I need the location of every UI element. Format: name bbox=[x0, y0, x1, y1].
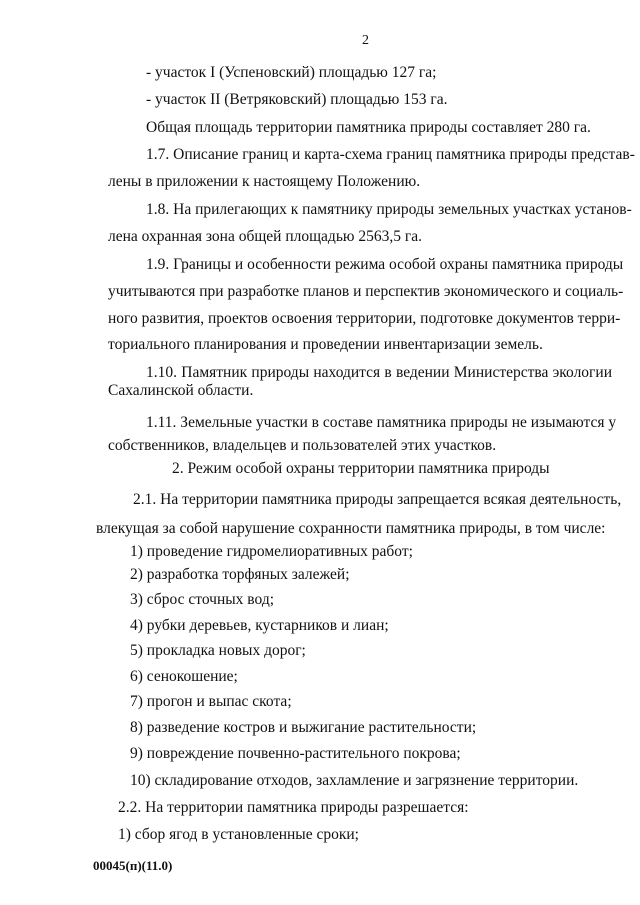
paragraph-line: 1.10. Памятник природы находится в ведении Министерства экологии bbox=[146, 364, 612, 381]
paragraph-line: лена охранная зона общей площадью 2563,5 га. bbox=[108, 228, 422, 245]
list-item: 1) проведение гидромелиоративных работ; bbox=[130, 543, 413, 560]
paragraph-line: ториального планирования и проведении инвентаризации земель. bbox=[108, 336, 543, 353]
paragraph-line: 1.8. На прилегающих к памятнику природы земельных участках установ- bbox=[146, 201, 632, 218]
page-number: 2 bbox=[362, 33, 369, 48]
list-item: 8) разведение костров и выжигание растительности; bbox=[130, 719, 477, 736]
paragraph-line: лены в приложении к настоящему Положению. bbox=[108, 173, 421, 190]
paragraph-line: 1.7. Описание границ и карта-схема границ памятника природы представ- bbox=[146, 146, 635, 163]
section-heading: 2. Режим особой охраны территории памятника природы bbox=[172, 460, 550, 477]
document-code: 00045(п)(11.0) bbox=[93, 858, 173, 873]
paragraph-line: учитываются при разработке планов и перспектив экономического и социаль- bbox=[108, 283, 624, 300]
paragraph-line: 1.9. Границы и особенности режима особой охраны памятника природы bbox=[146, 256, 624, 273]
list-item: 1) сбор ягод в установленные сроки; bbox=[118, 826, 359, 843]
list-item: 2) разработка торфяных залежей; bbox=[130, 566, 350, 583]
paragraph-line: собственников, владельцев и пользователей этих участков. bbox=[108, 437, 497, 454]
paragraph-line: 2.2. На территории памятника природы разрешается: bbox=[118, 799, 469, 816]
paragraph-line: 1.11. Земельные участки в составе памятника природы не изымаются у bbox=[146, 414, 617, 431]
list-item: 7) прогон и выпас скота; bbox=[130, 693, 292, 710]
paragraph-line: ного развития, проектов освоения территории, подготовке документов терри- bbox=[108, 310, 621, 327]
list-item: 10) складирование отходов, захламление и загрязнение территории. bbox=[130, 772, 579, 789]
paragraph-line: - участок II (Ветряковский) площадью 153 га. bbox=[146, 91, 448, 108]
list-item: 9) повреждение почвенно-растительного покрова; bbox=[130, 745, 461, 762]
paragraph-line: - участок I (Успеновский) площадью 127 га; bbox=[146, 64, 437, 81]
paragraph-line: Сахалинской области. bbox=[108, 382, 254, 399]
paragraph-line: Общая площадь территории памятника природы составляет 280 га. bbox=[146, 119, 591, 136]
list-item: 4) рубки деревьев, кустарников и лиан; bbox=[130, 617, 389, 634]
paragraph-line: влекущая за собой нарушение сохранности памятника природы, в том числе: bbox=[96, 520, 606, 537]
list-item: 6) сенокошение; bbox=[130, 668, 238, 685]
list-item: 5) прокладка новых дорог; bbox=[130, 642, 306, 659]
list-item: 3) сброс сточных вод; bbox=[130, 591, 275, 608]
paragraph-line: 2.1. На территории памятника природы запрещается всякая деятельность, bbox=[133, 491, 622, 508]
